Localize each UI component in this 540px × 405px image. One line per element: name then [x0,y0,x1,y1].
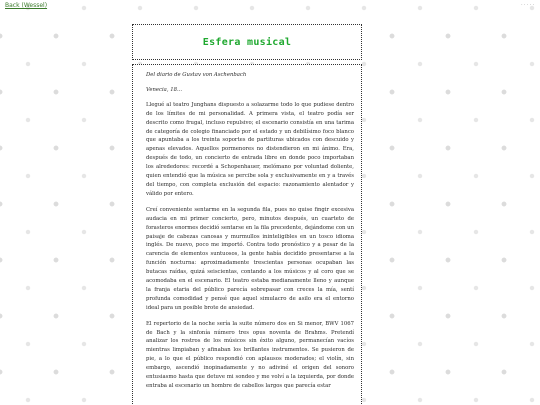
article-paragraph-3: El repertorio de la noche sería la suite número dos en Si menor, BWV 1067 de Bach y la sinfonía número tres opus noventa de Brahms. Pretendí analizar los rostros de los músicos sin éxito alguno, permanecían vacíos mientras limpiaban y afinaban los brillantes instrumentos. Se pusieron de pie, a lo que el público respondió con aplausos moderados; el violín, sin embargo, ascendió inopinadamente y no adiviné el origen del sonoro entusiasmo hasta que detuve mi sondeo y me volví a la izquierda, por donde entraba al escenario un hombre de cabellos largos que parecía estar [146,320,354,389]
back-link[interactable]: Back (Wessel) [5,2,48,9]
corner-text: · · · · · [521,3,534,8]
article-panel [132,64,362,405]
place-date: Venecia, 18... [146,86,182,93]
article-paragraph-2: Creí conveniente sentarme en la segunda fila, pues no quise fingir excesiva audacia en mi primer concierto, pero, minutos después, un cuarteto de forasteros enormes decidió sentarse en la fila precedente, dejándome con un paisaje de cabezas canosas y murmullos ininteligibles en un tosco idioma inglés. De nuevo, poco me importó. Contra todo pronóstico y a pesar de la carencia de elementos suntuosos, la gente había decidido presentarse a la función nocturna: aproximadamente trescientas personas ocupaban las butacas raídas, quizá seiscientas, contando a los músicos y al coro que se acomodaba en el escenario. El teatro estaba medianamente lleno y aunque la franja etaria del público parecía sobrepasar con creces la mía, sentí profunda comodidad y pensé que aquel simulacro de asilo era el entorno ideal para un posible brote de ansiedad. [146,206,354,311]
article-paragraph-1: Llegué al teatro Junghans dispuesto a solazarme todo lo que pudiese dentro de los límites de mi personalidad. A primera vista, el teatro podía ser descrito como frugal, incluso repulsivo; el escenario consistía en una tarima de categoría de colegio financiado por el estado y un debilísimo foco blanco que apuntaba a los treinta soportes de partituras ubicados con descuido y apenas elevados. Aquellos pormenores no distendieron en mi ánimo. Era, después de todo, un concierto de entrada libre en donde poco importaban los alrededores: recordé a Schopenhauer, melómano por voluntad doliente, quien entendió que la música se percibe sola y exclusivamente en y a través del tiempo, con completa exclusión del espacio: razonamiento alentador y válido por entero. [146,101,354,197]
page-title: Esfera musical [202,36,292,48]
header-panel [132,24,362,60]
diary-heading: Del diario de Gustav von Aschenbach [146,72,247,78]
